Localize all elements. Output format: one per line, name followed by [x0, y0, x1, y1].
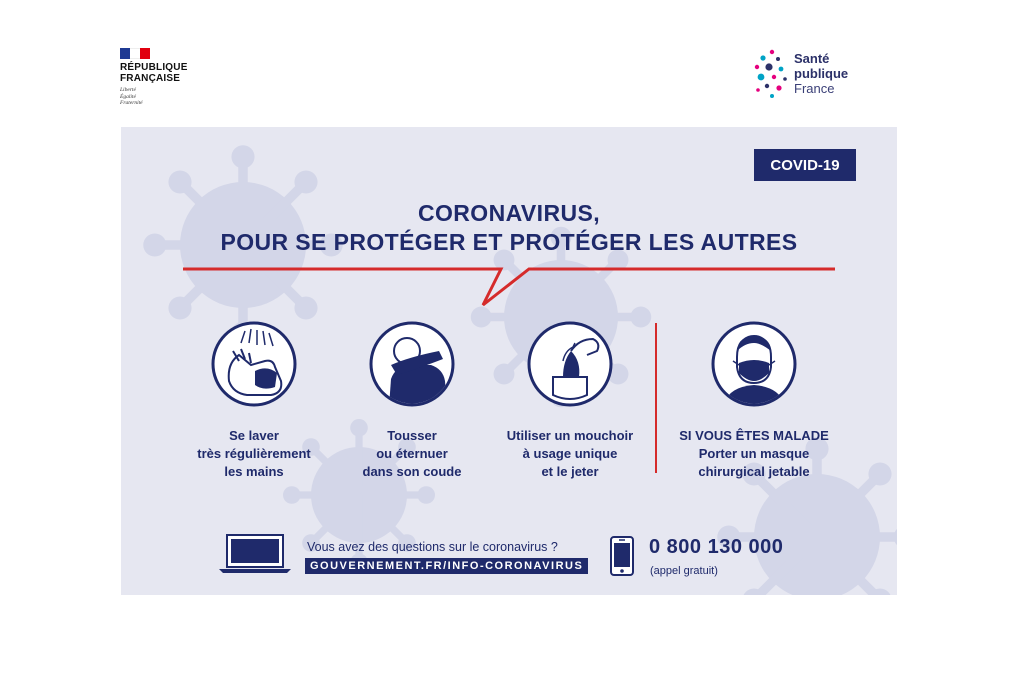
caption-line: à usage unique: [522, 446, 618, 461]
speech-bubble-line: [121, 127, 897, 327]
caption-line: les mains: [224, 464, 284, 479]
spf-line1: Santé: [794, 51, 830, 66]
caption-line: très régulièrement: [197, 446, 311, 461]
handwashing-icon: [211, 321, 297, 407]
questions-text: Vous avez des questions sur le coronavirus ?: [307, 540, 558, 554]
caption-line: dans son coude: [362, 464, 462, 479]
rf-line1: RÉPUBLIQUE: [120, 62, 188, 73]
covid-poster: [121, 127, 897, 595]
caption-cough-elbow: [322, 427, 502, 481]
caption-line: chirurgical jetable: [698, 464, 810, 479]
caption-line: Utiliser un mouchoir: [506, 428, 634, 443]
caption-tissue: [480, 427, 660, 481]
headline-line2: POUR SE PROTÉGER ET PROTÉGER LES AUTRES: [220, 229, 798, 255]
divider: [655, 323, 657, 473]
rf-motto-fraternite: Fraternité: [120, 100, 143, 106]
french-flag-icon: [120, 48, 150, 59]
caption-line: et le jeter: [541, 464, 599, 479]
caption-line: SI VOUS ÊTES MALADE: [679, 428, 829, 443]
sante-publique-france-logo: [752, 48, 872, 108]
caption-handwashing: [164, 427, 344, 481]
phone-note: (appel gratuit): [650, 565, 718, 577]
spf-line3: France: [794, 81, 835, 96]
sante-publique-dots-icon: [752, 48, 792, 108]
mask-icon: [711, 321, 797, 407]
tissue-icon: [527, 321, 613, 407]
phone-number[interactable]: 0 800 130 000: [649, 536, 784, 558]
caption-line: Se laver: [229, 428, 279, 443]
headline-line1: CORONAVIRUS,: [418, 200, 600, 226]
rf-motto-liberte: Liberté: [120, 87, 136, 93]
covid-19-badge: COVID-19: [754, 149, 856, 181]
cough-elbow-icon: [369, 321, 455, 407]
info-url-link[interactable]: GOUVERNEMENT.FR/INFO-CORONAVIRUS: [305, 558, 588, 574]
phone-icon: [609, 535, 635, 577]
caption-line: ou éternuer: [376, 446, 448, 461]
rf-motto-egalite: Égalité: [120, 93, 136, 100]
caption-line: Tousser: [387, 428, 437, 443]
laptop-icon: [217, 533, 293, 575]
spf-line2: publique: [794, 66, 849, 81]
republique-francaise-logo: [120, 48, 210, 107]
caption-mask: [664, 427, 844, 481]
caption-line: Porter un masque: [698, 446, 810, 461]
rf-line2: FRANÇAISE: [120, 73, 181, 84]
